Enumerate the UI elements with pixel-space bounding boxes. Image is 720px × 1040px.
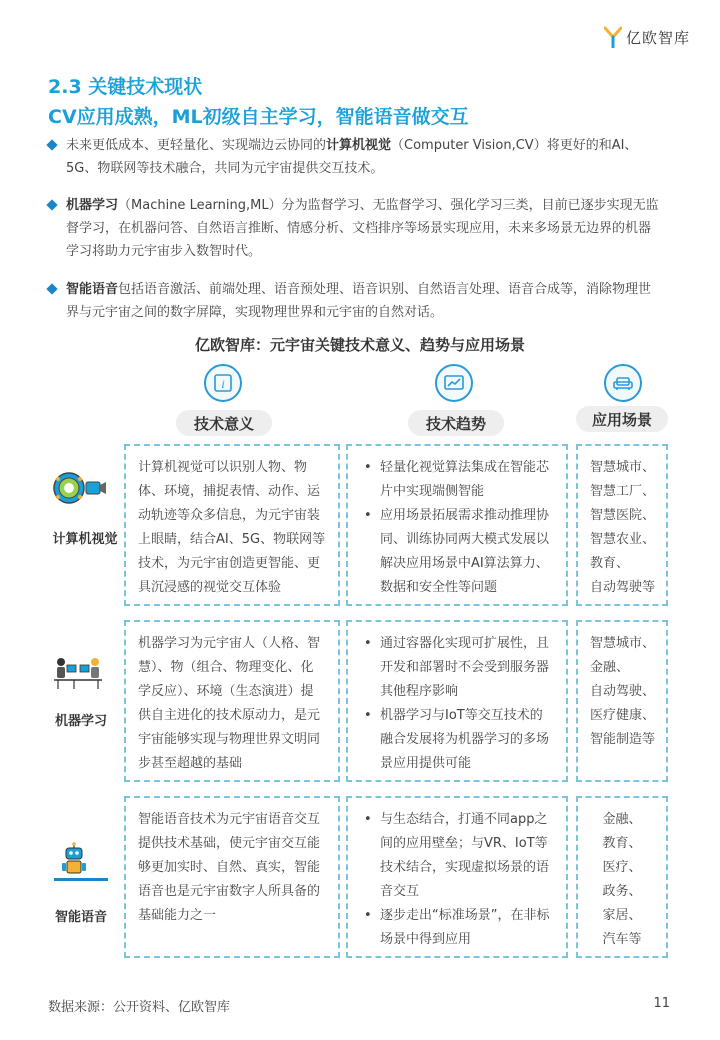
section-title: 2.3 关键技术现状	[48, 76, 203, 98]
list-item: 医疗、	[602, 860, 642, 875]
row-label-smart-voice: 智能语音	[54, 910, 107, 925]
info-icon	[204, 364, 242, 402]
bullet-machine-learning: 机器学习（Machine Learning,ML）分为监督学习、无监督学习、强化学习三类，目前已逐步实现无监督学习，在机器问答、自然语言推断、情感分析、文档排序等场景实现应用，未来多场景无边界的机器学习将助力元宇宙步入数智时代。	[48, 194, 663, 263]
cell-trend-machine-learning	[346, 620, 568, 782]
bullet-computer-vision: 未来更低成本、更轻量化、实现端边云协同的计算机视觉（Computer Vision,CV）将更好的和AI、5G、物联网等技术融合，共同为元宇宙提供交互技术。	[48, 134, 663, 180]
cell-application-smart-voice	[576, 796, 668, 958]
column-header-trend: 技术趋势	[408, 410, 504, 436]
svg-text:i: i	[221, 377, 225, 391]
list-item: 智能制造等	[590, 732, 656, 747]
list-item: • 通过容器化实现可扩展性，且开发和部署时不会受到服务器其他程序影响	[360, 632, 552, 704]
cell-meaning-machine-learning: 机器学习为元宇宙人（人格、智慧）、物（组合、物理变化、化学反应）、环境（生态演进）提供自主进化的技术原动力，是元宇宙能够实现与物理世界文明同步甚至超越的基础	[124, 620, 340, 782]
cell-trend-computer-vision	[346, 444, 568, 606]
list-item: 汽车等	[602, 932, 642, 947]
people-computers-icon	[52, 656, 104, 694]
list-item: • 逐步走出“标准场景”，在非标场景中得到应用	[360, 904, 552, 952]
bullet-keyword: 智能语音	[66, 282, 119, 297]
bullet-keyword: 计算机视觉	[326, 138, 392, 153]
brand-name: 亿欧智库	[625, 28, 690, 47]
list-item: 智慧城市、	[590, 636, 656, 651]
cell-trend-smart-voice	[346, 796, 568, 958]
column-header-application: 应用场景	[576, 406, 668, 432]
robot-icon	[52, 842, 112, 890]
list-item: • 应用场景拓展需求推动推理协同、训练协同两大模式发展以解决应用场景中AI算法算力、数据和安全性等问题	[360, 504, 552, 600]
trend-chart-icon	[435, 364, 473, 402]
data-source: 数据来源：公开资料、亿欧智库	[48, 1000, 231, 1015]
list-item: 自动驾驶等	[590, 580, 656, 595]
list-item: 自动驾驶、	[590, 684, 656, 699]
list-item: 政务、	[602, 884, 642, 899]
brand-logo	[604, 26, 690, 48]
list-item: 家居、	[602, 908, 642, 923]
logo-mark-icon	[604, 26, 622, 48]
list-item: 教育、	[602, 836, 642, 851]
row-label-machine-learning: 机器学习	[54, 714, 107, 729]
list-item: 金融、	[590, 660, 630, 675]
row-label-computer-vision: 计算机视觉	[52, 532, 118, 547]
cell-meaning-computer-vision: 计算机视觉可以识别人物、物体、环境，捕捉表情、动作、运动轨迹等众多信息，为元宇宙装上眼睛，结合AI、5G、物联网等技术，为元宇宙创造更智能、更具沉浸感的视觉交互体验	[124, 444, 340, 606]
sofa-icon	[604, 364, 642, 402]
list-item: 智慧农业、	[590, 532, 656, 547]
figure-title: 亿欧智库：元宇宙关键技术意义、趋势与应用场景	[194, 336, 525, 354]
list-item: 医疗健康、	[590, 708, 656, 723]
camera-vision-icon	[52, 468, 108, 512]
list-item: • 轻量化视觉算法集成在智能芯片中实现端侧智能	[360, 456, 552, 504]
bullet-smart-voice: 智能语音包括语音激活、前端处理、语音预处理、语音识别、自然语言处理、语音合成等，消除物理世界与元宇宙之间的数字屏障，实现物理世界和元宇宙的自然对话。	[48, 278, 663, 324]
cell-application-machine-learning	[576, 620, 668, 782]
column-header-meaning: 技术意义	[176, 410, 272, 436]
bullet-keyword: 机器学习	[66, 198, 119, 213]
list-item: 智慧工厂、	[590, 484, 656, 499]
list-item: 智慧医院、	[590, 508, 656, 523]
list-item: • 机器学习与IoT等交互技术的融合发展将为机器学习的多场景应用提供可能	[360, 704, 552, 776]
list-item: 教育、	[590, 556, 630, 571]
cell-meaning-smart-voice: 智能语音技术为元宇宙语音交互提供技术基础，使元宇宙交互能够更加实时、自然、真实，智能语音也是元宇宙数字人所具备的基础能力之一	[124, 796, 340, 958]
page-number: 11	[653, 996, 670, 1011]
list-item: • 与生态结合，打通不同app之间的应用壁垒；与VR、IoT等技术结合，实现虚拟场景的语音交互	[360, 808, 552, 904]
list-item: 智慧城市、	[590, 460, 656, 475]
cell-application-computer-vision	[576, 444, 668, 606]
section-headline: CV应用成熟，ML初级自主学习，智能语音做交互	[48, 106, 469, 128]
list-item: 金融、	[602, 812, 642, 827]
